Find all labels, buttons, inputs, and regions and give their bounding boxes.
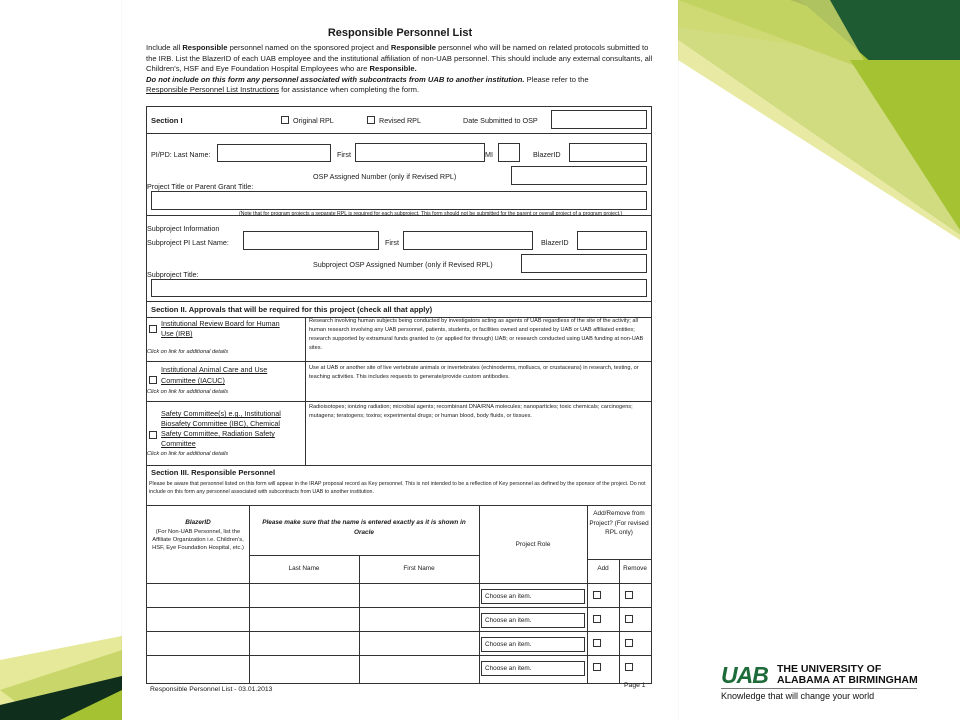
osp-number-label: OSP Assigned Number (only if Revised RPL) <box>313 172 457 181</box>
section-2-title: Section II. Approvals that will be required for this project (check all that apply) <box>151 305 433 314</box>
divider <box>147 583 651 584</box>
footer-version: Responsible Personnel List - 03.01.2013 <box>150 686 273 693</box>
pipd-last-name-field[interactable] <box>217 144 331 162</box>
divider <box>249 555 479 556</box>
intro-bold: Responsible <box>182 43 228 52</box>
col-divider <box>479 505 480 683</box>
uab-logo-mark: UAB <box>721 662 768 688</box>
intro-warning: Do not include on this form any personnel associated with subcontracts from UAB to another institution. <box>146 74 525 84</box>
pipd-mi-field[interactable] <box>498 143 520 162</box>
add-checkbox[interactable] <box>593 615 601 623</box>
divider <box>147 465 651 466</box>
subproject-title-field[interactable] <box>151 279 647 297</box>
intro-text: Please refer to the <box>524 74 589 84</box>
form-page <box>122 0 678 720</box>
original-rpl-checkbox[interactable] <box>281 116 289 124</box>
section-3-note: Please be aware that personnel listed on this form will appear in the IRAP proposal record as Key personnel. This is not intended to be a reflection of Key personnel as defined by the sponsor of the project. Do not include on this form any personnel associated with subcontracts from UAB to another institution. <box>149 481 646 495</box>
col-divider <box>619 559 620 683</box>
intro-bold: Responsible <box>390 43 437 52</box>
pipd-blazerid-field[interactable] <box>569 143 647 162</box>
uab-name-line2: ALABAMA AT BIRMINGHAM <box>777 674 918 686</box>
subproject-first-field[interactable] <box>403 231 533 250</box>
intro-text: Include all <box>146 43 183 52</box>
remove-checkbox[interactable] <box>625 615 633 623</box>
intro-text: personnel who will be named on related protocols submitted to the IRB. List the BlazerID of each UAB employee and the institutional affiliation of non-UAB personnel. This should include any external consultants, all Children's, HSF and Eye Foundation Hospital Employees who are <box>146 43 653 74</box>
col-blazerid-title: BlazerID <box>185 519 211 526</box>
divider <box>147 301 651 302</box>
add-checkbox[interactable] <box>593 639 601 647</box>
instructions <box>146 43 654 96</box>
col-last-name: Last Name <box>288 565 320 572</box>
document-title: Responsible Personnel List <box>327 27 473 39</box>
safety-description: Radioisotopes; ionizing radiation; microbial agents; recombinant DNA/RNA molecules; nanoparticles; toxic chemicals; carcinogens; mutagens; teratogens; toxins; experimental drugs; or human blood, body fluids, or tissues. <box>309 404 633 419</box>
pipd-first-field[interactable] <box>355 143 485 162</box>
irb-checkbox[interactable] <box>149 325 157 333</box>
iacuc-checkbox[interactable] <box>149 376 157 384</box>
original-rpl-label: Original RPL <box>293 116 334 125</box>
iacuc-link-line2[interactable]: Committee (IACUC) <box>161 376 225 385</box>
divider <box>587 559 651 560</box>
uab-tagline: Knowledge that will change your world <box>721 691 875 701</box>
intro-text: for assistance when completing the form. <box>278 85 420 95</box>
intro-text: personnel named on the sponsored project and <box>227 43 391 52</box>
revised-rpl-checkbox[interactable] <box>367 116 375 124</box>
project-role-select[interactable]: Choose an item. <box>481 637 585 652</box>
safety-note: Click on link for additional details <box>147 451 229 457</box>
divider <box>147 401 651 402</box>
col-blazerid-subtitle: (For Non-UAB Personnel, list the Affiliate Organization i.e. Children's, HSF, Eye Foundation Hospital, etc.) <box>152 529 244 551</box>
rpl-form <box>146 106 652 684</box>
subproject-blazerid-field[interactable] <box>577 231 647 250</box>
logo-divider <box>721 688 917 689</box>
subproject-info-label: Subproject Information <box>147 224 220 233</box>
safety-checkbox[interactable] <box>149 431 157 439</box>
col-project-role: Project Role <box>515 541 551 548</box>
iacuc-link[interactable]: Institutional Animal Care and Use <box>161 365 268 374</box>
col-name-header: Please make sure that the name is entered exactly as it is shown in Oracle <box>262 519 466 536</box>
irb-description: Research involving human subjects being conducted by investigators acting as agents of UAB regardless of the site of the activity; all human research involving any UAB personnel, patients, students, or facilities owned and operated by UAB or UAB affiliated entities; research supported by extramural funds granted to (or applied for through) UAB; or research conducted using UAB funding at non-UAB sites. <box>309 318 644 351</box>
project-title-label: Project Title or Parent Grant Title: <box>147 182 254 191</box>
col-divider <box>249 505 250 683</box>
safety-link-line2[interactable]: Biosafety Committee (IBC), Chemical <box>161 419 281 428</box>
date-submitted-label: Date Submitted to OSP <box>463 116 538 125</box>
add-checkbox[interactable] <box>593 663 601 671</box>
uab-name <box>777 664 918 686</box>
divider <box>147 361 651 362</box>
col-first-name: First Name <box>403 565 435 572</box>
pipd-mi-label: MI <box>485 150 493 159</box>
pipd-first-label: First <box>337 150 351 159</box>
col-add: Add <box>597 565 609 572</box>
pipd-last-name-label: PI/PD: Last Name: <box>151 150 211 159</box>
col-add-remove: Add/Remove from Project? (For revised RPL only) <box>589 510 649 536</box>
subproject-pi-last-label: Subproject PI Last Name: <box>147 238 229 247</box>
subproject-blazerid-label: BlazerID <box>541 238 569 247</box>
safety-link-line4[interactable]: Committee <box>161 439 196 448</box>
date-submitted-field[interactable] <box>551 110 647 129</box>
project-title-field[interactable] <box>151 191 647 210</box>
safety-link[interactable]: Safety Committee(s) e.g., Institutional <box>161 409 281 418</box>
uab-name-line1: THE UNIVERSITY OF <box>777 663 882 675</box>
project-role-select[interactable]: Choose an item. <box>481 613 585 628</box>
subproject-osp-field[interactable] <box>521 254 647 273</box>
row-divider <box>147 631 651 632</box>
divider <box>147 133 651 134</box>
divider <box>305 317 306 465</box>
remove-checkbox[interactable] <box>625 591 633 599</box>
intro-bold: Responsible. <box>369 64 417 74</box>
divider <box>147 505 651 506</box>
irb-link[interactable]: Institutional Review Board for Human <box>161 319 280 328</box>
section-1-title: Section I <box>151 116 183 125</box>
safety-link-line3[interactable]: Safety Committee, Radiation Safety <box>161 429 275 438</box>
project-role-select[interactable]: Choose an item. <box>481 661 585 676</box>
subproject-title-label: Subproject Title: <box>147 270 199 279</box>
col-divider <box>359 555 360 683</box>
section-3-title: Section III. Responsible Personnel <box>151 468 276 477</box>
subproject-note: (Note that for program projects a separate RPL is required for each subproject. This form should not be submitted for the parent or overall project of a program project.) <box>239 211 623 217</box>
subproject-pi-last-field[interactable] <box>243 231 379 250</box>
remove-checkbox[interactable] <box>625 639 633 647</box>
row-divider <box>147 655 651 656</box>
irb-link-line2[interactable]: Use (IRB) <box>161 329 193 338</box>
iacuc-note: Click on link for additional details <box>147 389 229 395</box>
subproject-first-label: First <box>385 238 399 247</box>
osp-number-field[interactable] <box>511 166 647 185</box>
col-remove: Remove <box>623 565 647 572</box>
instructions-link[interactable]: Responsible Personnel List Instructions <box>146 85 279 95</box>
footer-page: Page 1 <box>624 682 646 689</box>
project-role-select[interactable]: Choose an item. <box>481 589 585 604</box>
iacuc-description: Use at UAB or another site of live vertebrate animals or invertebrates (echinoderms, molluscs, or crustaceans) in research, testing, or teaching activities. This includes requests to generate/provide custom antibodies. <box>309 365 639 380</box>
remove-checkbox[interactable] <box>625 663 633 671</box>
irb-note: Click on link for additional details <box>147 349 229 355</box>
row-divider <box>147 607 651 608</box>
revised-rpl-label: Revised RPL <box>379 116 421 125</box>
add-checkbox[interactable] <box>593 591 601 599</box>
subproject-osp-label: Subproject OSP Assigned Number (only if Revised RPL) <box>313 260 493 269</box>
pipd-blazerid-label: BlazerID <box>533 150 561 159</box>
